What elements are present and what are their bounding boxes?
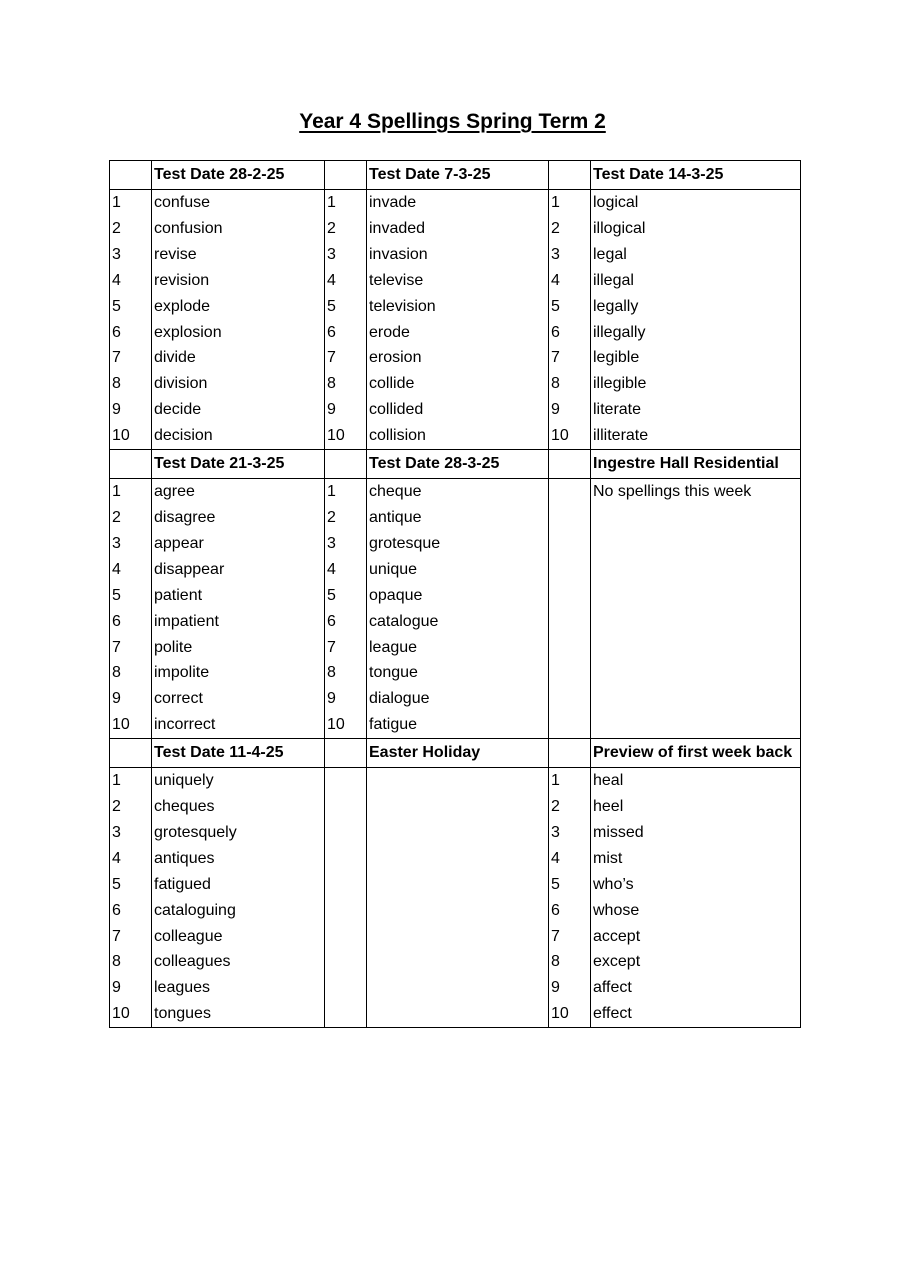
number-cell — [325, 924, 367, 950]
week-header: Test Date 14-3-25 — [591, 161, 801, 190]
spelling-word — [591, 531, 801, 557]
number-cell: 7 — [110, 345, 152, 371]
table-row — [110, 531, 801, 557]
table-row — [110, 609, 801, 635]
number-cell: 3 — [325, 531, 367, 557]
spelling-word: invasion — [367, 242, 549, 268]
spelling-word: colleagues — [152, 949, 325, 975]
section-header-row — [110, 450, 801, 479]
number-cell: 7 — [325, 635, 367, 661]
number-cell: 9 — [325, 686, 367, 712]
spelling-word — [591, 635, 801, 661]
spelling-word: revise — [152, 242, 325, 268]
number-cell: 3 — [325, 242, 367, 268]
page-title: Year 4 Spellings Spring Term 2 — [299, 110, 606, 133]
header-number-cell — [325, 739, 367, 768]
spelling-word: uniquely — [152, 768, 325, 794]
spelling-word: dialogue — [367, 686, 549, 712]
table-row — [110, 635, 801, 661]
spelling-word — [367, 794, 549, 820]
week-header: Preview of first week back — [591, 739, 801, 768]
spelling-word: heal — [591, 768, 801, 794]
number-cell: 6 — [549, 898, 591, 924]
number-cell: 3 — [110, 531, 152, 557]
number-cell — [325, 794, 367, 820]
spelling-word: decision — [152, 423, 325, 449]
number-cell: 4 — [110, 846, 152, 872]
number-cell: 9 — [549, 397, 591, 423]
table-row — [110, 294, 801, 320]
number-cell — [549, 635, 591, 661]
number-cell: 9 — [110, 686, 152, 712]
spelling-word: confuse — [152, 190, 325, 216]
spelling-word: unique — [367, 557, 549, 583]
header-number-cell — [549, 450, 591, 479]
spelling-word: effect — [591, 1001, 801, 1027]
spelling-word — [367, 975, 549, 1001]
number-cell — [549, 583, 591, 609]
number-cell — [325, 1001, 367, 1027]
spelling-word: polite — [152, 635, 325, 661]
spelling-word: tongues — [152, 1001, 325, 1027]
table-row — [110, 686, 801, 712]
number-cell: 7 — [110, 924, 152, 950]
section-header-row — [110, 739, 801, 768]
spelling-word — [591, 609, 801, 635]
spelling-word: No spellings this week — [591, 479, 801, 505]
spelling-word: agree — [152, 479, 325, 505]
number-cell: 4 — [325, 268, 367, 294]
number-cell: 5 — [110, 294, 152, 320]
spellings-table — [109, 160, 801, 1028]
number-cell: 5 — [549, 294, 591, 320]
table-row — [110, 320, 801, 346]
spelling-word — [591, 583, 801, 609]
table-row — [110, 268, 801, 294]
number-cell: 6 — [549, 320, 591, 346]
spelling-word: cataloguing — [152, 898, 325, 924]
spelling-word: literate — [591, 397, 801, 423]
week-header: Test Date 7-3-25 — [367, 161, 549, 190]
spelling-word — [591, 505, 801, 531]
spelling-word: accept — [591, 924, 801, 950]
number-cell: 5 — [325, 294, 367, 320]
header-number-cell — [325, 450, 367, 479]
number-cell: 8 — [549, 371, 591, 397]
table-row — [110, 898, 801, 924]
table-row — [110, 216, 801, 242]
spelling-word: explode — [152, 294, 325, 320]
number-cell — [325, 820, 367, 846]
header-number-cell — [110, 739, 152, 768]
spelling-word: whose — [591, 898, 801, 924]
number-cell: 10 — [110, 423, 152, 449]
number-cell: 5 — [110, 583, 152, 609]
table-row — [110, 820, 801, 846]
number-cell: 4 — [110, 557, 152, 583]
week-header: Test Date 28-3-25 — [367, 450, 549, 479]
number-cell: 6 — [325, 320, 367, 346]
number-cell — [325, 975, 367, 1001]
spelling-word: divide — [152, 345, 325, 371]
table-row — [110, 345, 801, 371]
table-row — [110, 949, 801, 975]
spelling-word: grotesque — [367, 531, 549, 557]
number-cell — [325, 872, 367, 898]
week-header: Test Date 28-2-25 — [152, 161, 325, 190]
table-row — [110, 712, 801, 738]
number-cell: 3 — [110, 820, 152, 846]
number-cell: 5 — [325, 583, 367, 609]
table-row — [110, 924, 801, 950]
week-header: Test Date 11-4-25 — [152, 739, 325, 768]
spelling-word: illegible — [591, 371, 801, 397]
spelling-word: erode — [367, 320, 549, 346]
spelling-word: disappear — [152, 557, 325, 583]
number-cell: 2 — [549, 794, 591, 820]
spelling-word: erosion — [367, 345, 549, 371]
spelling-word: impatient — [152, 609, 325, 635]
number-cell: 9 — [110, 397, 152, 423]
number-cell: 4 — [110, 268, 152, 294]
number-cell: 10 — [549, 423, 591, 449]
spelling-word — [367, 820, 549, 846]
number-cell: 3 — [549, 242, 591, 268]
table-row — [110, 846, 801, 872]
number-cell: 6 — [110, 898, 152, 924]
number-cell: 8 — [110, 660, 152, 686]
number-cell: 9 — [325, 397, 367, 423]
number-cell: 8 — [549, 949, 591, 975]
spelling-word: legally — [591, 294, 801, 320]
spelling-word: opaque — [367, 583, 549, 609]
number-cell — [549, 505, 591, 531]
number-cell — [325, 768, 367, 794]
number-cell: 4 — [549, 268, 591, 294]
number-cell: 8 — [325, 660, 367, 686]
spelling-word — [367, 898, 549, 924]
week-header: Easter Holiday — [367, 739, 549, 768]
number-cell: 4 — [325, 557, 367, 583]
spelling-word: cheque — [367, 479, 549, 505]
table-row — [110, 242, 801, 268]
spelling-word: incorrect — [152, 712, 325, 738]
number-cell — [549, 660, 591, 686]
number-cell: 8 — [110, 371, 152, 397]
number-cell: 3 — [110, 242, 152, 268]
spelling-word: legible — [591, 345, 801, 371]
number-cell: 7 — [325, 345, 367, 371]
table-row — [110, 583, 801, 609]
number-cell — [549, 712, 591, 738]
spelling-word: illogical — [591, 216, 801, 242]
spelling-word: illiterate — [591, 423, 801, 449]
spelling-word: appear — [152, 531, 325, 557]
number-cell: 2 — [325, 216, 367, 242]
spelling-word: explosion — [152, 320, 325, 346]
number-cell: 5 — [110, 872, 152, 898]
spelling-word: antique — [367, 505, 549, 531]
number-cell — [549, 609, 591, 635]
spelling-word: correct — [152, 686, 325, 712]
number-cell: 8 — [325, 371, 367, 397]
number-cell: 4 — [549, 846, 591, 872]
spelling-word: division — [152, 371, 325, 397]
spelling-word: revision — [152, 268, 325, 294]
spelling-word: cheques — [152, 794, 325, 820]
spelling-word — [367, 846, 549, 872]
number-cell: 1 — [110, 768, 152, 794]
number-cell — [549, 531, 591, 557]
number-cell: 1 — [325, 479, 367, 505]
table-row — [110, 505, 801, 531]
spelling-word: invade — [367, 190, 549, 216]
spelling-word: collision — [367, 423, 549, 449]
spelling-word — [367, 949, 549, 975]
number-cell: 6 — [110, 609, 152, 635]
number-cell: 1 — [549, 768, 591, 794]
spelling-word: antiques — [152, 846, 325, 872]
table-row — [110, 1001, 801, 1027]
number-cell: 1 — [110, 190, 152, 216]
number-cell: 5 — [549, 872, 591, 898]
number-cell: 9 — [549, 975, 591, 1001]
table-row — [110, 794, 801, 820]
number-cell: 1 — [549, 190, 591, 216]
spelling-word — [591, 660, 801, 686]
header-number-cell — [325, 161, 367, 190]
spelling-word: logical — [591, 190, 801, 216]
number-cell: 3 — [549, 820, 591, 846]
number-cell — [549, 479, 591, 505]
spelling-word: missed — [591, 820, 801, 846]
week-header: Ingestre Hall Residential — [591, 450, 801, 479]
table-row — [110, 557, 801, 583]
spelling-word: grotesquely — [152, 820, 325, 846]
spelling-word — [591, 686, 801, 712]
table-row — [110, 423, 801, 449]
number-cell — [549, 557, 591, 583]
number-cell: 7 — [110, 635, 152, 661]
section-header-row — [110, 161, 801, 190]
spelling-word: invaded — [367, 216, 549, 242]
number-cell: 10 — [549, 1001, 591, 1027]
number-cell: 9 — [110, 975, 152, 1001]
spelling-word: decide — [152, 397, 325, 423]
spelling-word: television — [367, 294, 549, 320]
number-cell: 2 — [110, 505, 152, 531]
spelling-word: illegally — [591, 320, 801, 346]
spelling-word: televise — [367, 268, 549, 294]
number-cell — [325, 898, 367, 924]
spelling-word: heel — [591, 794, 801, 820]
table-row — [110, 660, 801, 686]
spelling-word: confusion — [152, 216, 325, 242]
number-cell: 7 — [549, 345, 591, 371]
number-cell: 1 — [325, 190, 367, 216]
header-number-cell — [549, 739, 591, 768]
number-cell: 10 — [110, 1001, 152, 1027]
spelling-word: leagues — [152, 975, 325, 1001]
spelling-word — [591, 712, 801, 738]
table-row — [110, 190, 801, 216]
header-number-cell — [110, 450, 152, 479]
spelling-word — [367, 1001, 549, 1027]
table-row — [110, 768, 801, 794]
spelling-word: disagree — [152, 505, 325, 531]
table-row — [110, 975, 801, 1001]
table-row — [110, 371, 801, 397]
number-cell: 10 — [325, 712, 367, 738]
number-cell: 2 — [110, 216, 152, 242]
spelling-word: impolite — [152, 660, 325, 686]
spelling-word: tongue — [367, 660, 549, 686]
number-cell — [325, 846, 367, 872]
table-row — [110, 872, 801, 898]
spelling-word: fatigue — [367, 712, 549, 738]
spelling-word: catalogue — [367, 609, 549, 635]
number-cell: 2 — [325, 505, 367, 531]
week-header: Test Date 21-3-25 — [152, 450, 325, 479]
spelling-word: collide — [367, 371, 549, 397]
spelling-word: collided — [367, 397, 549, 423]
spelling-word: illegal — [591, 268, 801, 294]
number-cell: 6 — [325, 609, 367, 635]
header-number-cell — [549, 161, 591, 190]
spelling-word: fatigued — [152, 872, 325, 898]
spelling-word: mist — [591, 846, 801, 872]
number-cell: 8 — [110, 949, 152, 975]
spelling-word: patient — [152, 583, 325, 609]
number-cell — [325, 949, 367, 975]
spelling-word: who’s — [591, 872, 801, 898]
spelling-word: affect — [591, 975, 801, 1001]
number-cell: 6 — [110, 320, 152, 346]
spelling-word — [367, 924, 549, 950]
number-cell: 1 — [110, 479, 152, 505]
table-row — [110, 479, 801, 505]
number-cell: 2 — [549, 216, 591, 242]
number-cell — [549, 686, 591, 712]
spelling-word: except — [591, 949, 801, 975]
spelling-word: colleague — [152, 924, 325, 950]
spelling-word — [591, 557, 801, 583]
number-cell: 10 — [325, 423, 367, 449]
spelling-word — [367, 768, 549, 794]
spelling-word: legal — [591, 242, 801, 268]
number-cell: 10 — [110, 712, 152, 738]
number-cell: 2 — [110, 794, 152, 820]
table-row — [110, 397, 801, 423]
number-cell: 7 — [549, 924, 591, 950]
spelling-word — [367, 872, 549, 898]
spelling-word: league — [367, 635, 549, 661]
header-number-cell — [110, 161, 152, 190]
